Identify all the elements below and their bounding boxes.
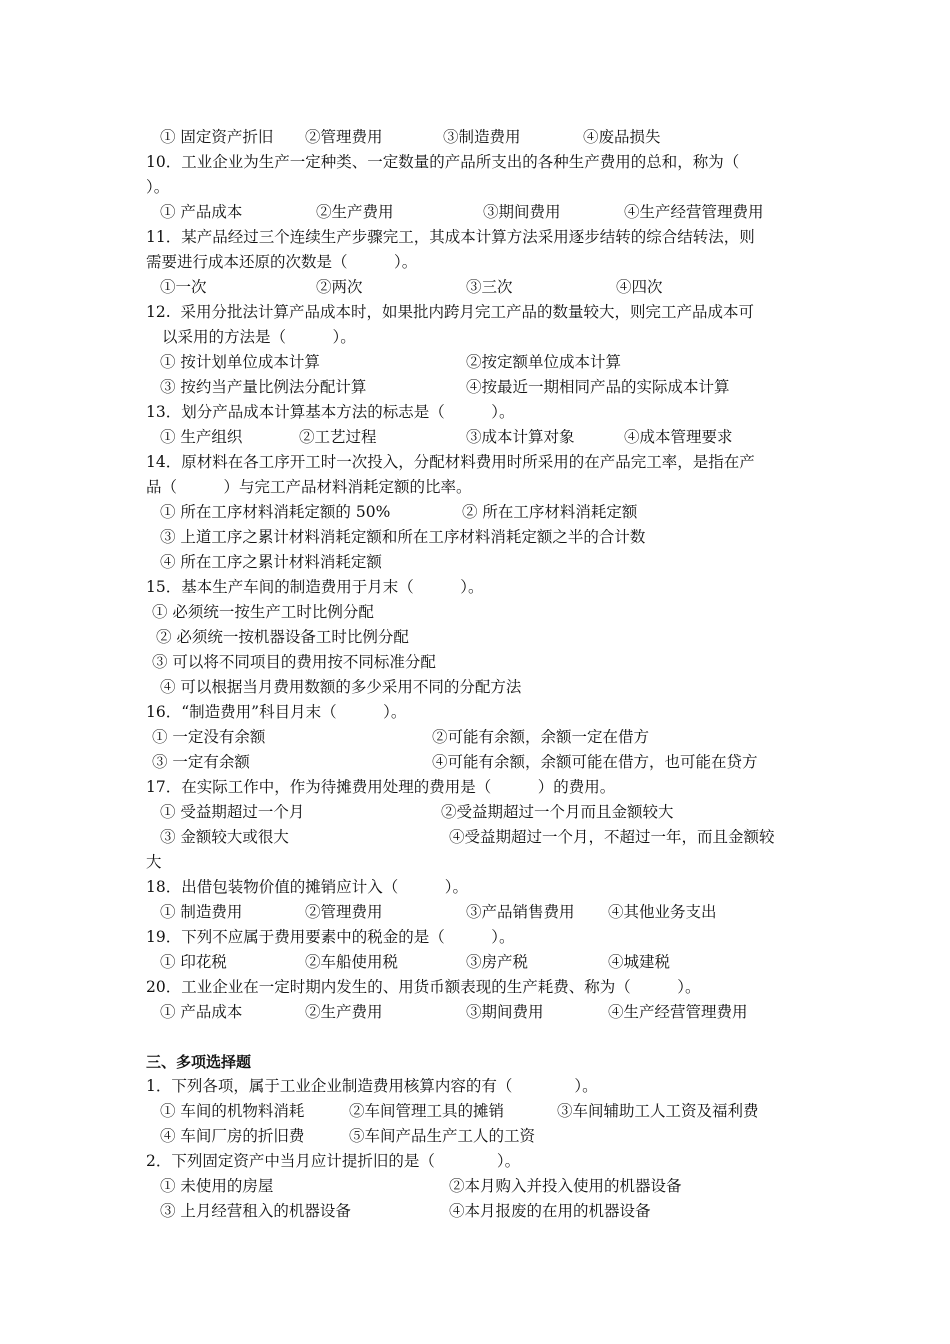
q12-stem-line1: [0, 302, 755, 322]
m2-option-3: ③ 上月经营租入的机器设备: [160, 1202, 351, 1220]
q10-stem-text-2: ）。: [146, 178, 170, 196]
q15-option-row-2: [0, 627, 409, 647]
q16-option-3: ③ 一定有余额: [152, 753, 250, 771]
q10-option-4: ④生产经营管理费用: [624, 203, 764, 221]
q14-stem-line2: [0, 477, 472, 497]
q10-option-3: ③期间费用: [483, 203, 561, 221]
q16-option-1: ① 一定没有余额: [152, 728, 266, 746]
q10-option-2: ②生产费用: [316, 203, 394, 221]
q17-stem: [0, 777, 616, 797]
q13-option-4: ④成本管理要求: [624, 428, 733, 446]
q18-option-2: ②管理费用: [305, 903, 383, 921]
q19-options-row: [0, 952, 671, 972]
q14-stem-line1: [0, 452, 755, 472]
q12-options-row-2: [0, 377, 730, 397]
q11-option-4: ④四次: [616, 278, 663, 296]
q20-stem: [0, 977, 701, 997]
q11-stem-line1: [0, 227, 755, 247]
q18-option-3: ③产品销售费用: [466, 903, 575, 921]
q9-options-row: [0, 127, 661, 147]
q13-stem: [0, 402, 515, 422]
q18-stem-text: 18．出借包装物价值的摊销应计入（ ）。: [146, 878, 468, 896]
q15-stem: [0, 577, 484, 597]
q16-option-2: ②可能有余额，余额一定在借方: [432, 728, 650, 746]
q17-options-row-2: [0, 827, 775, 847]
m1-option-4: ④ 车间厂房的折旧费: [160, 1127, 305, 1145]
q17-option-4-continued: 大: [146, 853, 162, 871]
q10-options-row: [0, 202, 764, 222]
m1-option-5: ⑤车间产品生产工人的工资: [349, 1127, 536, 1145]
q18-stem: [0, 877, 468, 897]
q12-options-row-1: [0, 352, 622, 372]
section-3-heading: [0, 1052, 252, 1072]
q19-option-3: ③房产税: [466, 953, 529, 971]
q10-stem-line2: [0, 177, 170, 197]
q11-stem-text: 11．某产品经过三个连续生产步骤完工，其成本计算方法采用逐步结转的综合结转法，则: [146, 228, 755, 246]
q15-option-3: ③ 可以将不同项目的费用按不同标准分配: [152, 653, 436, 671]
q13-option-2: ②工艺过程: [299, 428, 377, 446]
q16-stem-text: 16．“制造费用”科目月末（ ）。: [146, 703, 407, 721]
q20-stem-text: 20．工业企业在一定时期内发生的、用货币额表现的生产耗费、称为（ ）。: [146, 978, 701, 996]
q11-option-3: ③三次: [466, 278, 513, 296]
q19-option-4: ④城建税: [608, 953, 671, 971]
q20-options-row: [0, 1002, 748, 1022]
q12-option-3: ③ 按约当产量比例法分配计算: [160, 378, 367, 396]
q14-option-4: ④ 所在工序之累计材料消耗定额: [160, 553, 382, 571]
m2-option-4: ④本月报废的在用的机器设备: [449, 1202, 651, 1220]
m1-option-2: ②车间管理工具的摊销: [349, 1102, 505, 1120]
m1-option-3: ③车间辅助工人工资及福利费: [557, 1102, 759, 1120]
m1-options-row-1: [0, 1101, 759, 1121]
m1-option-1: ① 车间的机物料消耗: [160, 1102, 305, 1120]
m2-options-row-2: [0, 1201, 651, 1221]
q12-stem-text-2: 以采用的方法是（ ）。: [162, 328, 356, 346]
q15-option-row-1: [0, 602, 374, 622]
m2-option-2: ②本月购入并投入使用的机器设备: [449, 1177, 682, 1195]
q16-options-row-2: [0, 752, 758, 772]
q17-option-1: ① 受益期超过一个月: [160, 803, 305, 821]
q15-option-1: ① 必须统一按生产工时比例分配: [152, 603, 374, 621]
q12-option-1: ① 按计划单位成本计算: [160, 353, 320, 371]
q11-stem-text-2: 需要进行成本还原的次数是（ ）。: [146, 253, 418, 271]
q12-option-2: ②按定额单位成本计算: [466, 353, 622, 371]
q9-option-4: ④废品损失: [583, 128, 661, 146]
q16-options-row-1: [0, 727, 650, 747]
m2-stem-text: 2．下列固定资产中当月应计提折旧的是（ ）。: [146, 1152, 521, 1170]
q11-option-1: ①一次: [160, 278, 207, 296]
q17-stem-text: 17．在实际工作中，作为待摊费用处理的费用是（ ）的费用。: [146, 778, 616, 796]
q17-option-2: ②受益期超过一个月而且金额较大: [441, 803, 674, 821]
q19-stem: [0, 927, 515, 947]
q11-option-2: ②两次: [316, 278, 363, 296]
m2-options-row-1: [0, 1176, 682, 1196]
q18-option-1: ① 制造费用: [160, 903, 243, 921]
q9-option-2: ②管理费用: [305, 128, 383, 146]
q15-option-4: ④ 可以根据当月费用数额的多少采用不同的分配方法: [160, 678, 522, 696]
m2-option-1: ① 未使用的房屋: [160, 1177, 274, 1195]
q13-stem-text: 13．划分产品成本计算基本方法的标志是（ ）。: [146, 403, 515, 421]
q17-option4-wrap: [0, 852, 162, 872]
q13-option-3: ③成本计算对象: [466, 428, 575, 446]
q20-option-1: ① 产品成本: [160, 1003, 243, 1021]
q18-option-4: ④其他业务支出: [608, 903, 717, 921]
q14-option-row-2: [0, 527, 646, 547]
q11-stem-line2: [0, 252, 418, 272]
q10-stem-text: 10．工业企业为生产一定种类、一定数量的产品所支出的各种生产费用的总和，称为（: [146, 153, 740, 171]
q14-option-1: ① 所在工序材料消耗定额的 50%: [160, 503, 391, 521]
q14-stem-text: 14．原材料在各工序开工时一次投入，分配材料费用时所采用的在产品完工率，是指在产: [146, 453, 755, 471]
section-3-title: 三、多项选择题: [146, 1053, 252, 1071]
q9-option-3: ③制造费用: [443, 128, 521, 146]
q15-option-row-3: [0, 652, 436, 672]
q14-stem-text-2: 品（ ）与完工产品材料消耗定额的比率。: [146, 478, 472, 496]
q12-option-4: ④按最近一期相同产品的实际成本计算: [466, 378, 730, 396]
q15-stem-text: 15．基本生产车间的制造费用于月末（ ）。: [146, 578, 484, 596]
q16-stem: [0, 702, 407, 722]
q20-option-2: ②生产费用: [305, 1003, 383, 1021]
q11-options-row: [0, 277, 663, 297]
q13-options-row: [0, 427, 733, 447]
q15-option-row-4: [0, 677, 522, 697]
q9-option-1: ① 固定资产折旧: [160, 128, 274, 146]
q19-option-1: ① 印花税: [160, 953, 227, 971]
q13-option-1: ① 生产组织: [160, 428, 243, 446]
q20-option-3: ③期间费用: [466, 1003, 544, 1021]
q17-option-4: ④受益期超过一个月，不超过一年，而且金额较: [449, 828, 775, 846]
q12-stem-line2: [0, 327, 356, 347]
q18-options-row: [0, 902, 717, 922]
q17-option-3: ③ 金额较大或很大: [160, 828, 289, 846]
q14-option-row-3: [0, 552, 382, 572]
q14-option-3: ③ 上道工序之累计材料消耗定额和所在工序材料消耗定额之半的合计数: [160, 528, 646, 546]
q12-stem-text: 12. 采用分批法计算产品成本时，如果批内跨月完工产品的数量较大，则完工产品成本可: [146, 303, 755, 321]
m1-stem-text: 1．下列各项，属于工业企业制造费用核算内容的有（ ）。: [146, 1077, 598, 1095]
q15-option-2: ② 必须统一按机器设备工时比例分配: [156, 628, 409, 646]
q10-stem-line1: [0, 152, 740, 172]
q19-option-2: ②车船使用税: [305, 953, 399, 971]
m1-stem: [0, 1076, 598, 1096]
q19-stem-text: 19．下列不应属于费用要素中的税金的是（ ）。: [146, 928, 515, 946]
q10-option-1: ① 产品成本: [160, 203, 243, 221]
q14-option-2: ② 所在工序材料消耗定额: [462, 503, 638, 521]
q16-option-4: ④可能有余额，余额可能在借方，也可能在贷方: [432, 753, 758, 771]
q20-option-4: ④生产经营管理费用: [608, 1003, 748, 1021]
m1-options-row-2: [0, 1126, 536, 1146]
m2-stem: [0, 1151, 521, 1171]
q14-option-row-1: [0, 502, 638, 522]
q17-options-row-1: [0, 802, 674, 822]
